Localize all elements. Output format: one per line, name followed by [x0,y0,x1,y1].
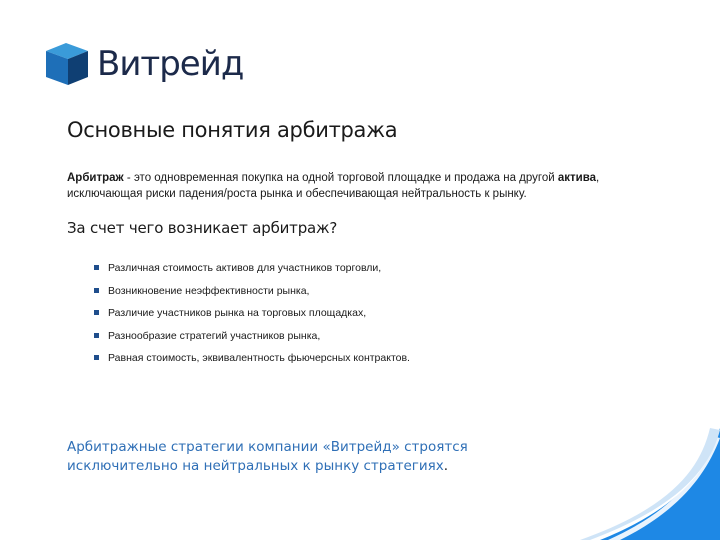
list-item-text: Различная стоимость активов для участников торговли, [108,262,382,274]
bullet-square-icon [94,333,99,338]
corner-swoosh-decoration [560,428,720,540]
list-item [94,307,410,330]
list-item-text: Возникновение неэффективности рынка, [108,284,310,297]
list-item [94,330,410,353]
definition-bold-word: актива [557,172,597,184]
footer-period: . [443,458,449,474]
cube-icon [44,41,90,87]
page-title: Основные понятия арбитража [67,118,398,142]
section-heading: За счет чего возникает арбитраж? [67,219,338,237]
definition-term: Арбитраж [67,172,124,184]
definition-paragraph [67,170,667,202]
logo-text: Витрейд [97,44,244,84]
list-item [94,352,410,375]
company-logo [44,41,243,87]
list-item-text: Равная стоимость, эквивалентность фьючерсных контрактов. [108,352,410,364]
definition-text-2: , исключающая риски падения/роста рынка и обеспечивающая нейтральность к рынку. [67,172,600,200]
definition-text-1: - это одновременная покупка на одной торговой площадке и продажа на другой [123,172,558,184]
bullet-square-icon [94,265,99,270]
bullet-list [94,262,410,375]
list-item [94,262,410,285]
bullet-square-icon [94,355,99,360]
bullet-square-icon [94,288,99,293]
list-item-text: Разнообразие стратегий участников рынка, [108,329,321,342]
footer-text: Арбитражные стратегии компании «Витрейд» строятся исключительно на нейтральных к рынку стратегиях [67,439,468,474]
footer-statement [67,438,487,476]
bullet-square-icon [94,310,99,315]
list-item [94,285,410,308]
list-item-text: Различие участников рынка на торговых площадках, [108,307,367,319]
